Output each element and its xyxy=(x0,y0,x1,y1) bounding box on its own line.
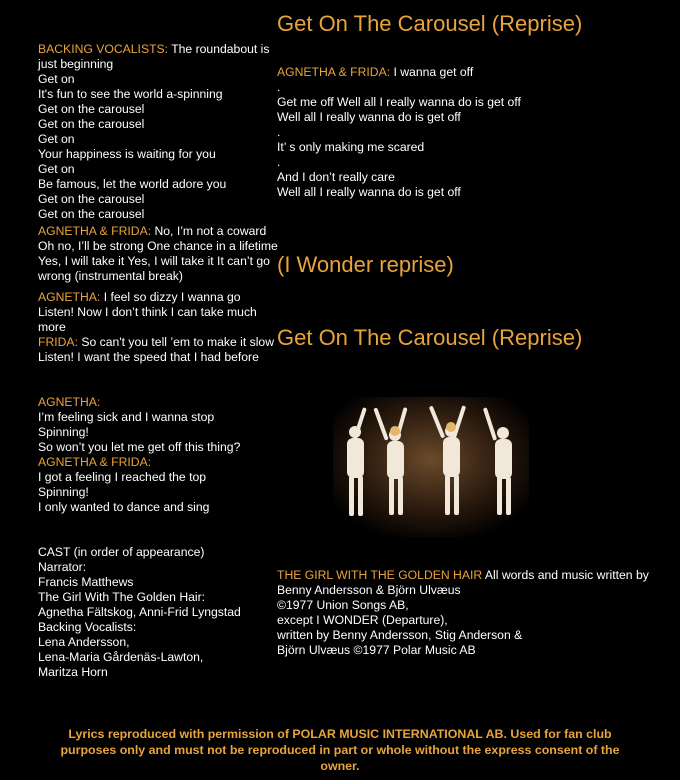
cast-block xyxy=(38,545,278,680)
lyric-line: Spinning! xyxy=(38,425,89,439)
lyric-line: . xyxy=(277,155,281,169)
lyric-line: Get on xyxy=(38,162,75,176)
credits-line: Björn Ulvæus ©1977 Polar Music AB xyxy=(277,643,476,657)
credits-line: ©1977 Union Songs AB, xyxy=(277,598,409,612)
credits-label: THE GIRL WITH THE GOLDEN HAIR xyxy=(277,568,483,582)
lyric-line: So won’t you let me get off this thing? xyxy=(38,440,241,454)
section-title: Get On The Carousel (Reprise) xyxy=(277,11,583,36)
lyric-line: Get me off Well all I really wanna do is get off xyxy=(277,95,521,109)
agnetha-block xyxy=(38,290,278,335)
lyric-line: Get on the carousel xyxy=(38,102,145,116)
backing-block xyxy=(38,42,278,222)
credits-line: except I WONDER (Departure), xyxy=(277,613,448,627)
credits-line: Benny Andersson & Björn Ulvæus xyxy=(277,583,461,597)
af-text: No, I’m not a coward Oh no, I’ll be strong One chance in a lifetime Yes, I will take it Yes, I will take it It can’t go wrong (instrumental break) xyxy=(38,224,278,283)
lyric-line: Spinning! xyxy=(38,485,89,499)
af-block xyxy=(38,224,278,284)
lyric-line: Get on xyxy=(38,132,75,146)
frida-label: FRIDA: xyxy=(38,335,78,349)
right-column xyxy=(277,10,672,658)
cast-line: Lena Andersson, xyxy=(38,635,130,649)
cast-line: Maritza Horn xyxy=(38,665,108,679)
lyric-line: It’ s only making me scared xyxy=(277,140,425,154)
left-column xyxy=(38,42,278,680)
section-title: (I Wonder reprise) xyxy=(277,252,454,277)
lyric-line: It's fun to see the world a-spinning xyxy=(38,87,223,101)
lyric-line: Get on the carousel xyxy=(38,117,145,131)
agnetha2-label: AGNETHA: xyxy=(38,395,101,409)
lyric-line: Well all I really wanna do is get off xyxy=(277,110,461,124)
credits-block xyxy=(277,568,672,583)
lyric-line: Your happiness is waiting for you xyxy=(38,147,216,161)
lyric-line: Well all I really wanna do is get off xyxy=(277,185,461,199)
agnetha-label: AGNETHA: xyxy=(38,290,101,304)
lyric-line: I got a feeling I reached the top xyxy=(38,470,207,484)
lyric-line: And I don’t really care xyxy=(277,170,395,184)
agnetha-text: I feel so dizzy I wanna go Listen! Now I don’t think I can take much more xyxy=(38,290,257,334)
lyric-line: Get on the carousel xyxy=(38,207,145,221)
credits-line: written by Benny Andersson, Stig Anderson & xyxy=(277,628,523,642)
lyric-line: Get on the carousel xyxy=(38,192,145,206)
cast-line: Narrator: xyxy=(38,560,87,574)
lyric-line: Be famous, let the world adore you xyxy=(38,177,227,191)
frida-block xyxy=(38,335,278,365)
agnetha2-block xyxy=(38,395,278,515)
cast-line: Lena-Maria Gårdenäs-Lawton, xyxy=(38,650,204,664)
lyric-line: . xyxy=(277,125,281,139)
frida-text: So can't you tell ’em to make it slow Listen! I want the speed that I had before xyxy=(38,335,275,364)
backing-label: BACKING VOCALISTS: xyxy=(38,42,169,56)
af-label-right: AGNETHA & FRIDA: xyxy=(277,65,391,79)
af-label: AGNETHA & FRIDA: xyxy=(38,224,152,238)
stage-photo xyxy=(333,397,529,537)
lyric-line: I’m feeling sick and I wanna stop xyxy=(38,410,215,424)
lyric-line: Get on xyxy=(38,72,75,86)
lyric-line: I only wanted to dance and sing xyxy=(38,500,210,514)
lyric-line: . xyxy=(277,80,281,94)
section-title: Get On The Carousel (Reprise) xyxy=(277,325,583,350)
cast-line: Backing Vocalists: xyxy=(38,620,137,634)
lyric-line: I wanna get off xyxy=(390,65,474,79)
cast-line: The Girl With The Golden Hair: xyxy=(38,590,206,604)
cast-line: CAST (in order of appearance) xyxy=(38,545,205,559)
permission-footer: Lyrics reproduced with permission of POLAR MUSIC INTERNATIONAL AB. Used for fan club purposes only and must not be reproduced in part or whole without the express consent of the owner. xyxy=(60,727,620,773)
cast-line: Agnetha Fältskog, Anni-Frid Lyngstad xyxy=(38,605,241,619)
backing-first-line: The roundabout is just beginning xyxy=(38,42,270,71)
cast-line: Francis Matthews xyxy=(38,575,134,589)
af2-label: AGNETHA & FRIDA: xyxy=(38,455,152,469)
credits-first: All words and music written by xyxy=(482,568,649,582)
